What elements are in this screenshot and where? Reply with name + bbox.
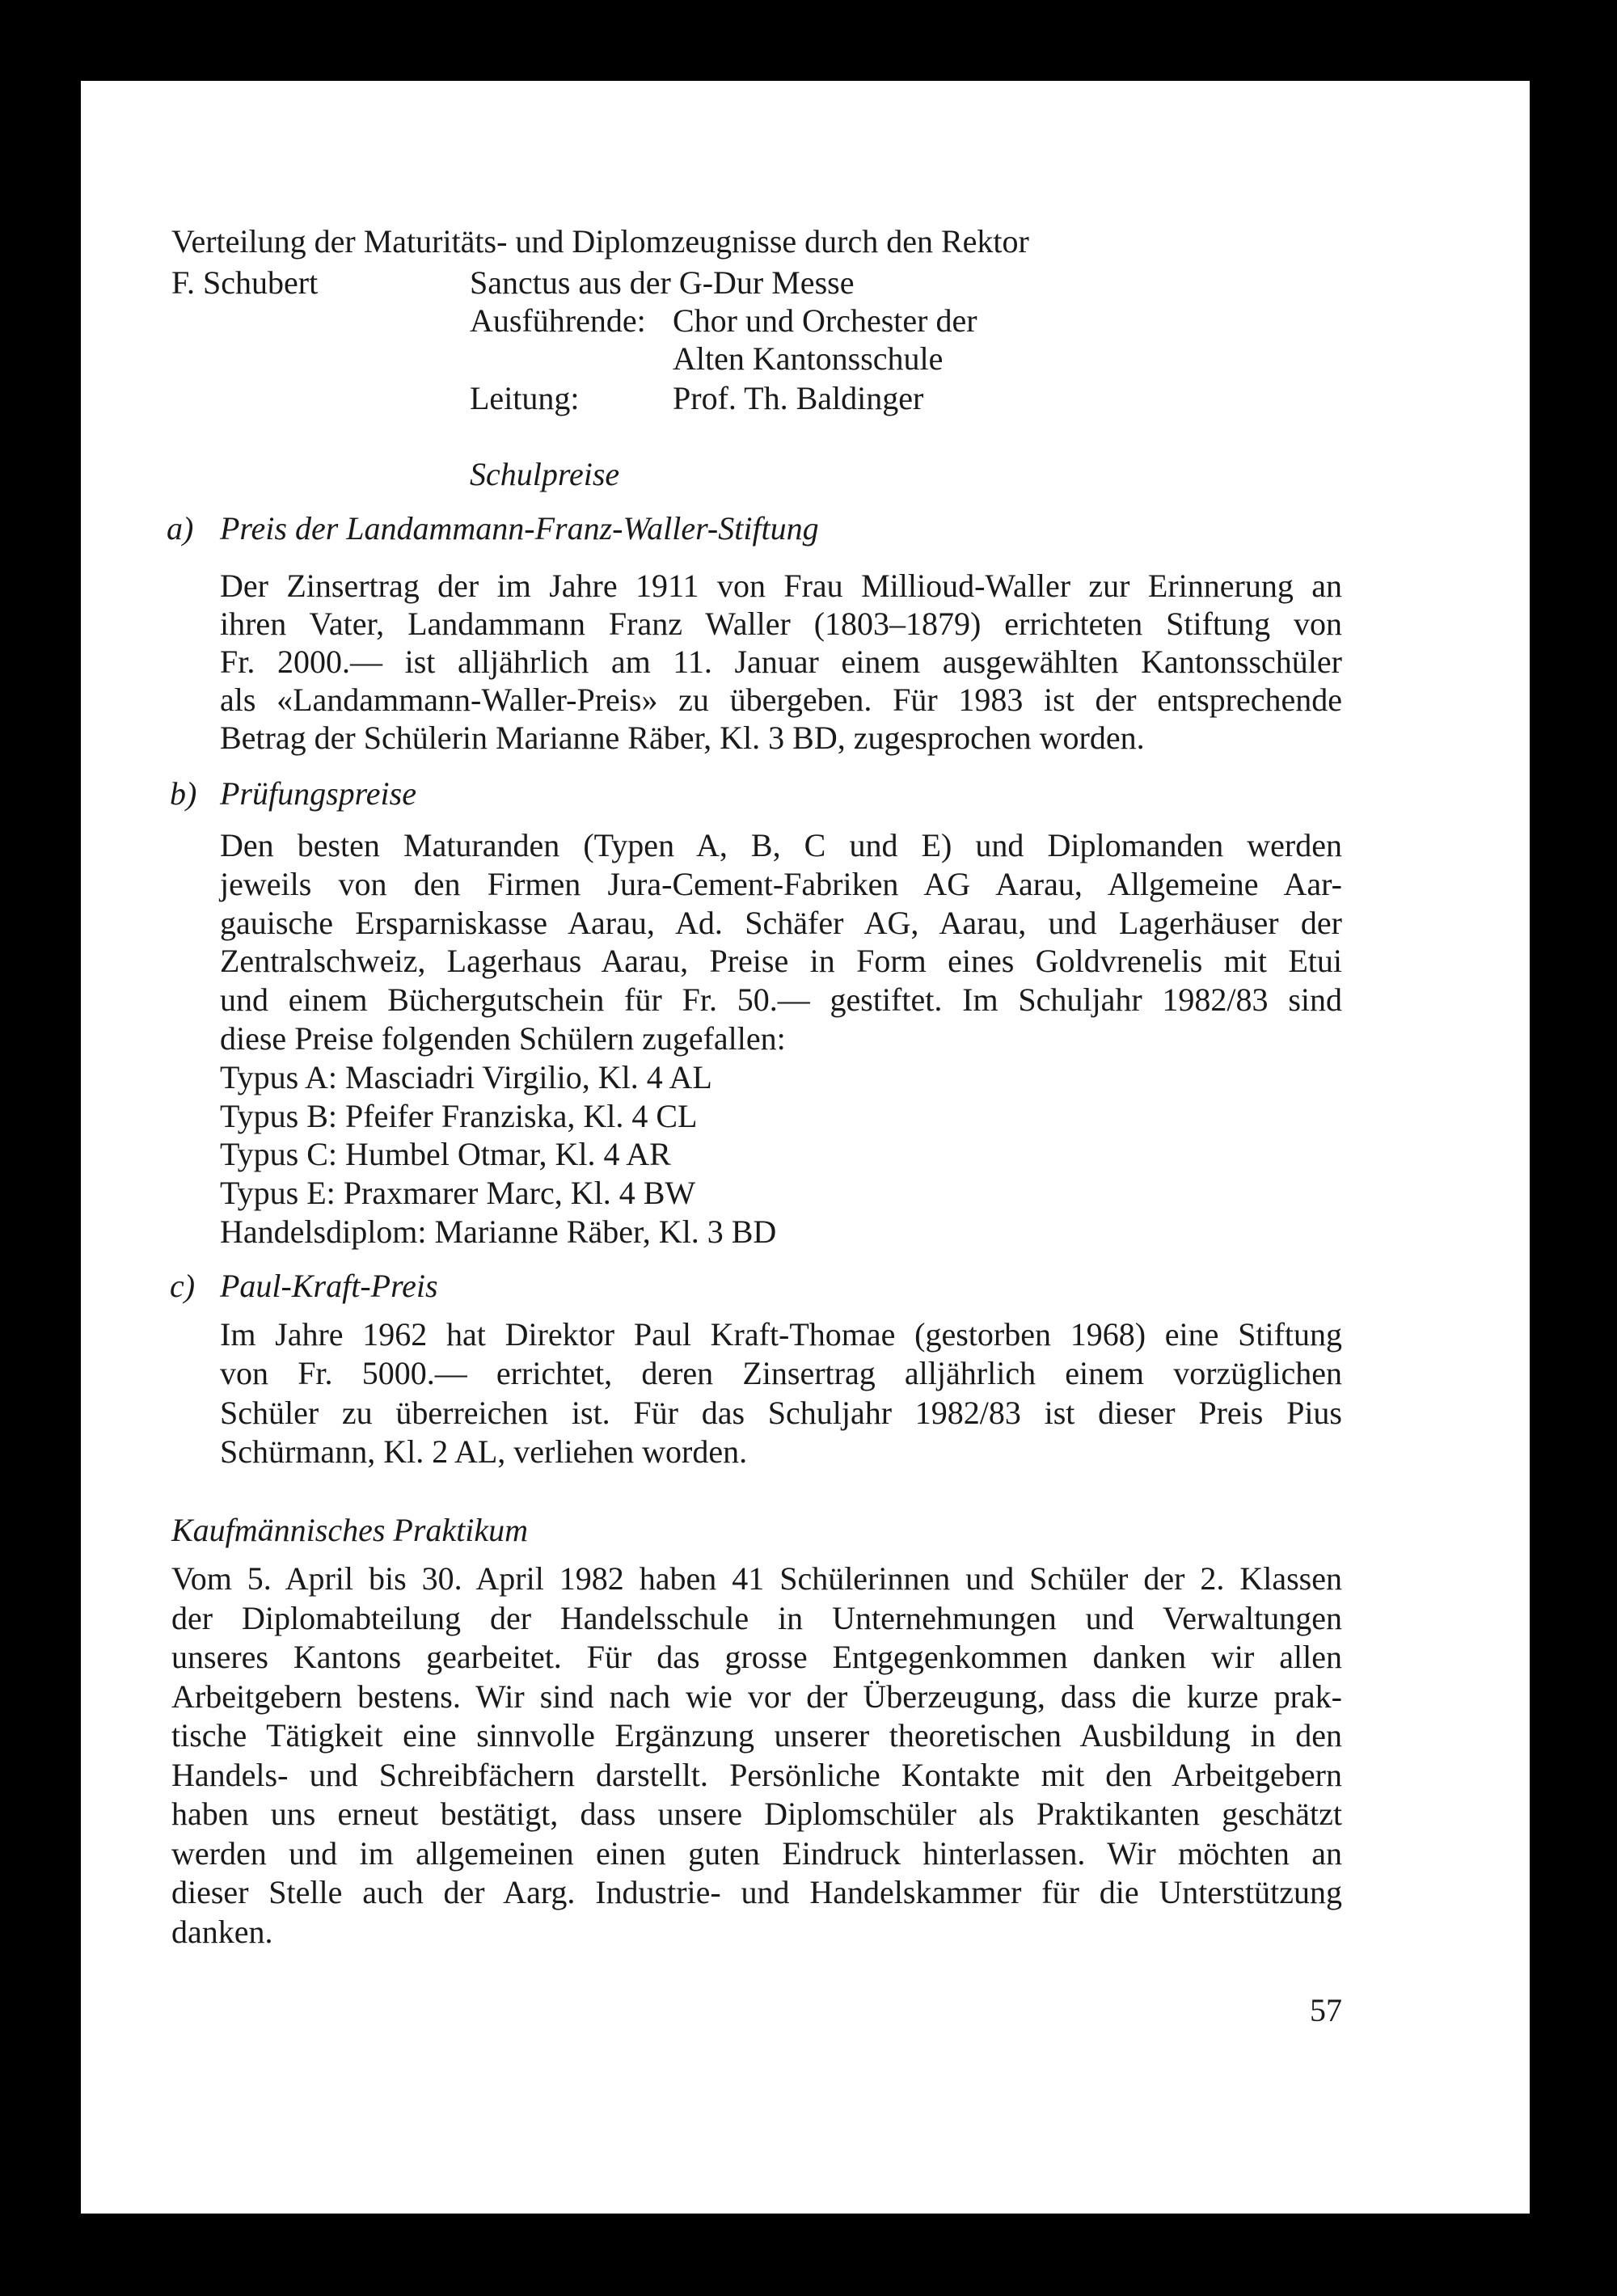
piece: Sanctus aus der G-Dur Messe [470,264,855,301]
text-line: Fr. 2000.— ist alljährlich am 11. Januar einem ausgewählten Kantonsschüler [220,644,1342,680]
text-line: Im Jahre 1962 hat Direktor Paul Kraft-Thomae (gestorben 1968) eine Stiftung [220,1316,1342,1353]
text-line: werden und im allgemeinen einen guten Eindruck hinterlassen. Wir möchten an [171,1834,1342,1872]
text-line: ihren Vater, Landammann Franz Waller (1803–1879) errichteten Stiftung von [220,606,1342,642]
text-line: und einem Büchergutschein für Fr. 50.— gestiftet. Im Schuljahr 1982/83 sind [220,981,1342,1019]
section-b-paragraph [220,826,1342,1251]
text-line: Betrag der Schülerin Marianne Räber, Kl. 3 BD, zugesprochen worden. [220,720,1145,756]
section-b-marker: b) [170,775,197,812]
text-line: Zentralschweiz, Lagerhaus Aarau, Preise in Form eines Goldvrenelis mit Etui [220,943,1342,980]
text-line: als «Landammann-Waller-Preis» zu übergeben. Für 1983 ist der entsprechende [220,682,1342,718]
performers-label: Ausführende: [470,302,646,339]
text-line: Handelsdiplom: Marianne Räber, Kl. 3 BD [220,1213,777,1250]
text-line: tische Tätigkeit eine sinnvolle Ergänzung unserer theoretischen Ausbildung in den [171,1717,1342,1754]
text-line: Den besten Maturanden (Typen A, B, C und E) und Diplomanden werden [220,827,1342,863]
text-line: Handels- und Schreibfächern darstellt. Persönliche Kontakte mit den Arbeitgebern [171,1756,1342,1793]
text-line: Vom 5. April bis 30. April 1982 haben 41 Schülerinnen und Schüler der 2. Klassen [171,1560,1342,1597]
text-line: dieser Stelle auch der Aarg. Industrie- und Handelskammer für die Unterstützung [171,1874,1342,1910]
text-line: Schüler zu überreichen ist. Für das Schuljahr 1982/83 ist dieser Preis Pius [220,1394,1342,1431]
text-line: haben uns erneut bestätigt, dass unsere Diplomschüler als Praktikanten geschätzt [171,1796,1342,1832]
performers-line1: Chor und Orchester der [673,302,977,339]
section-c-title: Paul-Kraft-Preis [220,1268,438,1304]
text-line: Arbeitgebern bestens. Wir sind nach wie vor der Überzeugung, dass die kurze prak- [171,1678,1342,1715]
section-c-paragraph [220,1315,1342,1471]
text-line: danken. [171,1913,273,1950]
text-line: Der Zinsertrag der im Jahre 1911 von Frau Millioud-Waller zur Erinnerung an [220,568,1342,604]
section-a-paragraph [220,567,1342,757]
text-line: von Fr. 5000.— errichtet, deren Zinsertrag alljährlich einem vorzüglichen [220,1355,1342,1392]
text-line: Typus E: Praxmarer Marc, Kl. 4 BW [220,1175,696,1212]
header-line: Verteilung der Maturitäts- und Diplomzeugnisse durch den Rektor [171,223,1029,260]
performers-line2: Alten Kantonsschule [673,340,944,377]
direction-label: Leitung: [470,380,580,416]
composer: F. Schubert [171,264,319,301]
text-line: der Diplomabteilung der Handelsschule in Unternehmungen und Verwaltungen [171,1599,1342,1636]
text-line: Typus C: Humbel Otmar, Kl. 4 AR [220,1136,671,1173]
section-a-title: Preis der Landammann-Franz-Waller-Stiftung [220,510,819,547]
text-line: Schürmann, Kl. 2 AL, verliehen worden. [220,1433,748,1470]
schulpreise-heading: Schulpreise [470,456,620,492]
section-c-marker: c) [170,1268,196,1304]
praktikum-title: Kaufmännisches Praktikum [171,1512,529,1548]
section-b-title: Prüfungspreise [220,775,416,812]
text-line: Typus A: Masciadri Virgilio, Kl. 4 AL [220,1058,712,1095]
text-line: jeweils von den Firmen Jura-Cement-Fabriken AG Aarau, Allgemeine Aar- [220,865,1342,902]
text-line: Typus B: Pfeifer Franziska, Kl. 4 CL [220,1097,698,1134]
page-number: 57 [1310,1992,1342,2028]
section-a-marker: a) [167,510,194,547]
text-line: unseres Kantons gearbeitet. Für das grosse Entgegenkommen danken wir allen [171,1639,1342,1675]
direction: Prof. Th. Baldinger [673,380,924,416]
text-line: diese Preise folgenden Schülern zugefallen: [220,1019,786,1057]
text-line: gauische Ersparniskasse Aarau, Ad. Schäfer AG, Aarau, und Lagerhäuser der [220,904,1342,941]
praktikum-paragraph [171,1560,1342,1952]
